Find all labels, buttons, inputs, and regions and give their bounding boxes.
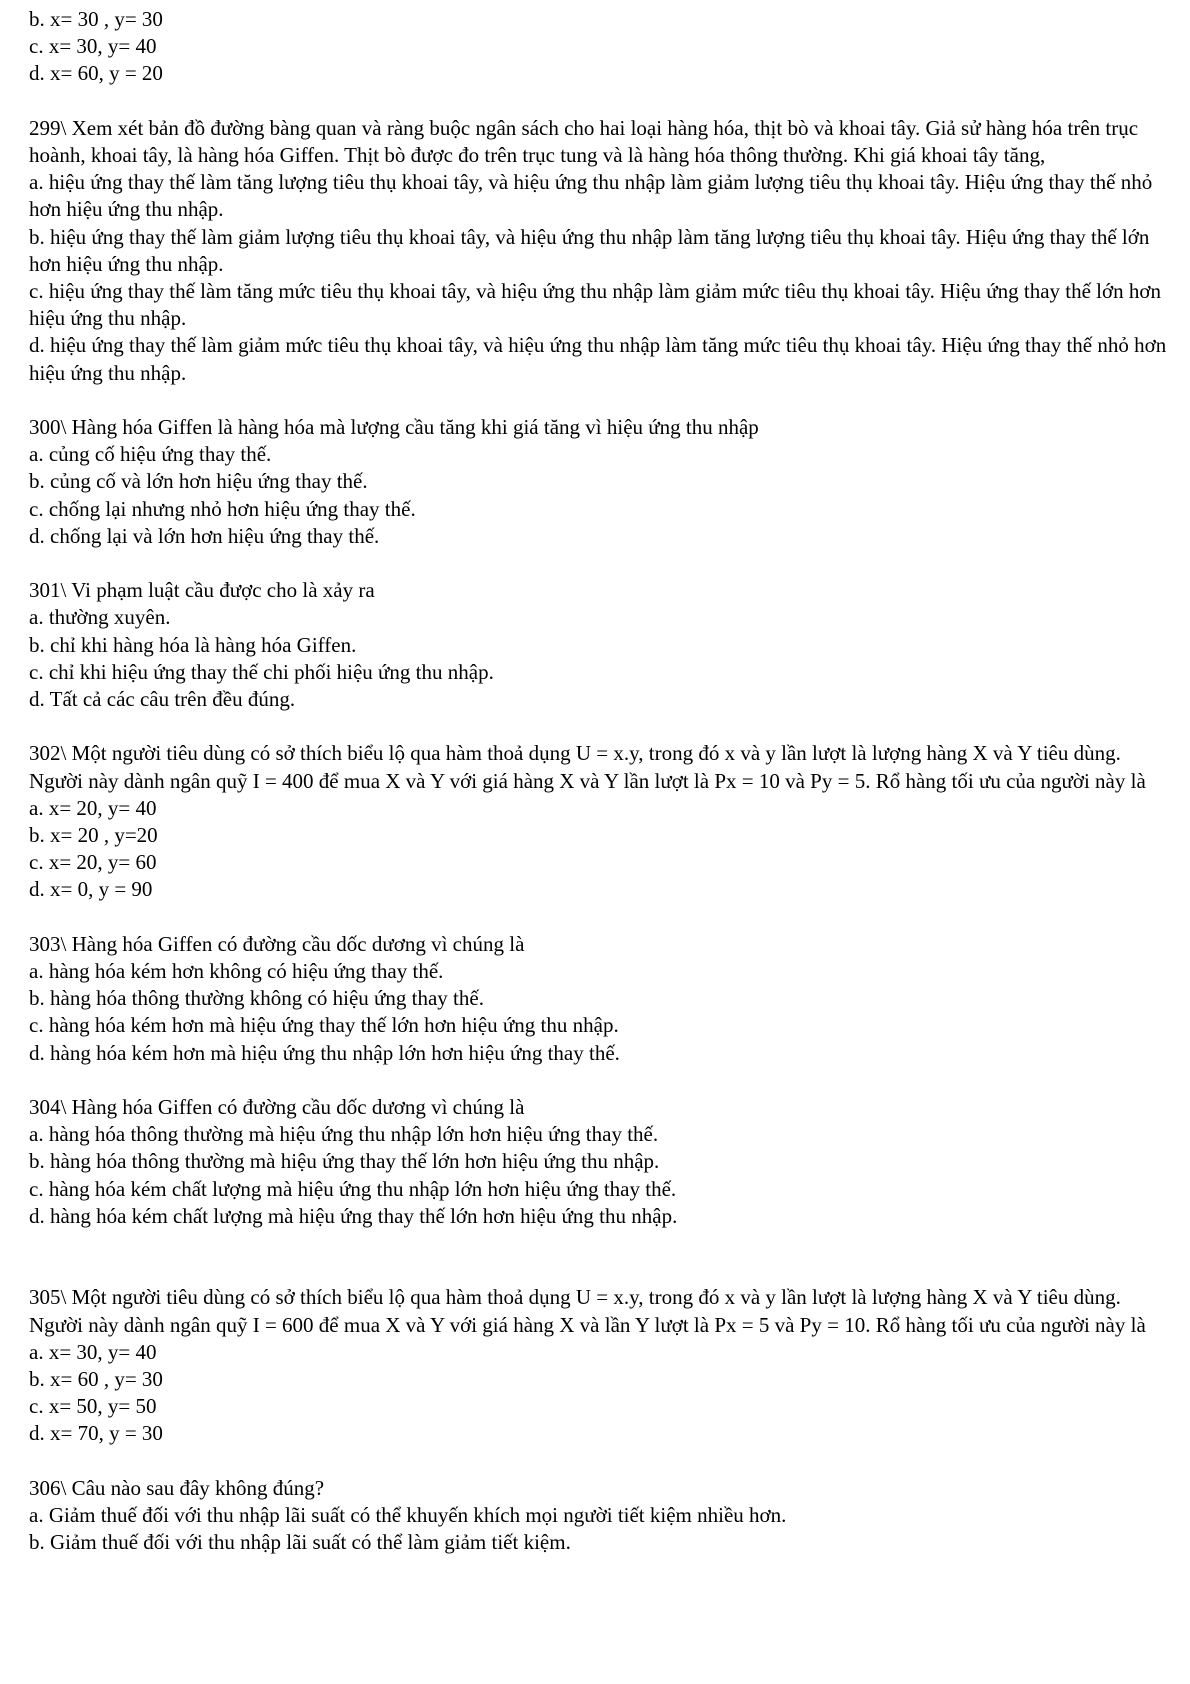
option-a: a. Giảm thuế đối với thu nhập lãi suất có thể khuyến khích mọi người tiết kiệm nhiều hơn. — [29, 1503, 787, 1528]
option-b: b. hàng hóa thông thường mà hiệu ứng thay thế lớn hơn hiệu ứng thu nhập. — [29, 1149, 660, 1174]
question-title: 300\ Hàng hóa Giffen là hàng hóa mà lượng cầu tăng khi giá tăng vì hiệu ứng thu nhập — [29, 415, 759, 440]
question-302 — [29, 740, 1169, 903]
question-title: 304\ Hàng hóa Giffen có đường cầu dốc dương vì chúng là — [29, 1095, 525, 1120]
question-306 — [29, 1475, 1169, 1557]
option-b: b. củng cố và lớn hơn hiệu ứng thay thế. — [29, 469, 368, 494]
option-c: c. hàng hóa kém hơn mà hiệu ứng thay thế lớn hơn hiệu ứng thu nhập. — [29, 1013, 619, 1038]
option-d: d. hàng hóa kém hơn mà hiệu ứng thu nhập lớn hơn hiệu ứng thay thế. — [29, 1040, 620, 1065]
option-d: d. x= 70, y = 30 — [29, 1421, 163, 1446]
option-c: c. chống lại nhưng nhỏ hơn hiệu ứng thay thế. — [29, 496, 416, 521]
option-b: b. hiệu ứng thay thế làm giảm lượng tiêu thụ khoai tây, và hiệu ứng thu nhập làm tăng lượng tiêu thụ khoai tây. Hiệu ứng thay thế lớn hơn hiệu ứng thu nhập. — [29, 224, 1150, 276]
option-c: c. x= 30, y= 40 — [29, 34, 157, 59]
option-b: b. x= 30 , y= 30 — [29, 7, 163, 31]
option-d: d. hiệu ứng thay thế làm giảm mức tiêu thụ khoai tây, và hiệu ứng thu nhập làm tăng mức tiêu thụ khoai tây. Hiệu ứng thay thế nhỏ hơn hiệu ứng thu nhập. — [29, 333, 1167, 385]
option-a: a. hàng hóa thông thường mà hiệu ứng thu nhập lớn hơn hiệu ứng thay thế. — [29, 1122, 659, 1147]
option-b: b. chỉ khi hàng hóa là hàng hóa Giffen. — [29, 632, 357, 657]
option-a: a. hàng hóa kém hơn không có hiệu ứng thay thế. — [29, 959, 444, 984]
option-b: b. x= 60 , y= 30 — [29, 1367, 163, 1392]
option-a: a. thường xuyên. — [29, 605, 171, 630]
option-a: a. củng cố hiệu ứng thay thế. — [29, 442, 272, 467]
option-d: d. x= 0, y = 90 — [29, 877, 153, 902]
option-d: d. hàng hóa kém chất lượng mà hiệu ứng thay thế lớn hơn hiệu ứng thu nhập. — [29, 1203, 678, 1228]
document-page — [29, 6, 1169, 1584]
option-c: c. hiệu ứng thay thế làm tăng mức tiêu thụ khoai tây, và hiệu ứng thu nhập làm giảm mức tiêu thụ khoai tây. Hiệu ứng thay thế lớn hơn hiệu ứng thu nhập. — [29, 279, 1161, 331]
option-c: c. x= 20, y= 60 — [29, 850, 157, 875]
option-a: a. hiệu ứng thay thế làm tăng lượng tiêu thụ khoai tây, và hiệu ứng thu nhập làm giảm lượng tiêu thụ khoai tây. Hiệu ứng thay thế nhỏ hơn hiệu ứng thu nhập. — [29, 170, 1153, 222]
question-title: 299\ Xem xét bản đồ đường bàng quan và ràng buộc ngân sách cho hai loại hàng hóa, thịt bò và khoai tây. Giả sử hàng hóa trên trục hoành, khoai tây, là hàng hóa Giffen. Thịt bò được đo trên trục tung và là hàng hóa thông thường. Khi giá khoai tây tăng, — [29, 115, 1139, 167]
question-title: 302\ Một người tiêu dùng có sở thích biểu lộ qua hàm thoả dụng U = x.y, trong đó x và y lần lượt là lượng hàng X và Y tiêu dùng. Người này dành ngân quỹ I = 400 để mua X và Y với giá hàng X và Y lần lượt là Px = 10 và Py = 5. Rổ hàng tối ưu của người này là — [29, 741, 1146, 793]
option-d: d. x= 60, y = 20 — [29, 61, 163, 86]
option-b: b. x= 20 , y=20 — [29, 823, 158, 848]
option-c: c. chỉ khi hiệu ứng thay thế chi phối hiệu ứng thu nhập. — [29, 659, 494, 684]
option-c: c. x= 50, y= 50 — [29, 1394, 157, 1419]
option-d: d. Tất cả các câu trên đều đúng. — [29, 687, 296, 712]
question-title: 301\ Vi phạm luật cầu được cho là xảy ra — [29, 578, 375, 603]
option-b: b. hàng hóa thông thường không có hiệu ứng thay thế. — [29, 986, 484, 1011]
question-300 — [29, 414, 1169, 550]
question-305 — [29, 1284, 1169, 1447]
question-title: 303\ Hàng hóa Giffen có đường cầu dốc dương vì chúng là — [29, 931, 525, 956]
question-304 — [29, 1094, 1169, 1230]
option-c: c. hàng hóa kém chất lượng mà hiệu ứng thu nhập lớn hơn hiệu ứng thay thế. — [29, 1176, 677, 1201]
question-301 — [29, 577, 1169, 713]
option-b: b. Giảm thuế đối với thu nhập lãi suất có thể làm giảm tiết kiệm. — [29, 1530, 571, 1555]
option-a: a. x= 30, y= 40 — [29, 1339, 157, 1364]
leading-options — [29, 6, 1169, 88]
question-303 — [29, 931, 1169, 1067]
question-title: 306\ Câu nào sau đây không đúng? — [29, 1475, 325, 1500]
question-title: 305\ Một người tiêu dùng có sở thích biểu lộ qua hàm thoả dụng U = x.y, trong đó x và y lần lượt là lượng hàng X và Y tiêu dùng. Người này dành ngân quỹ I = 600 để mua X và Y với giá hàng X và lần Y lượt là Px = 5 và Py = 10. Rổ hàng tối ưu của người này là — [29, 1285, 1146, 1337]
option-d: d. chống lại và lớn hơn hiệu ứng thay thế. — [29, 523, 380, 548]
option-a: a. x= 20, y= 40 — [29, 795, 157, 820]
question-299 — [29, 115, 1169, 387]
